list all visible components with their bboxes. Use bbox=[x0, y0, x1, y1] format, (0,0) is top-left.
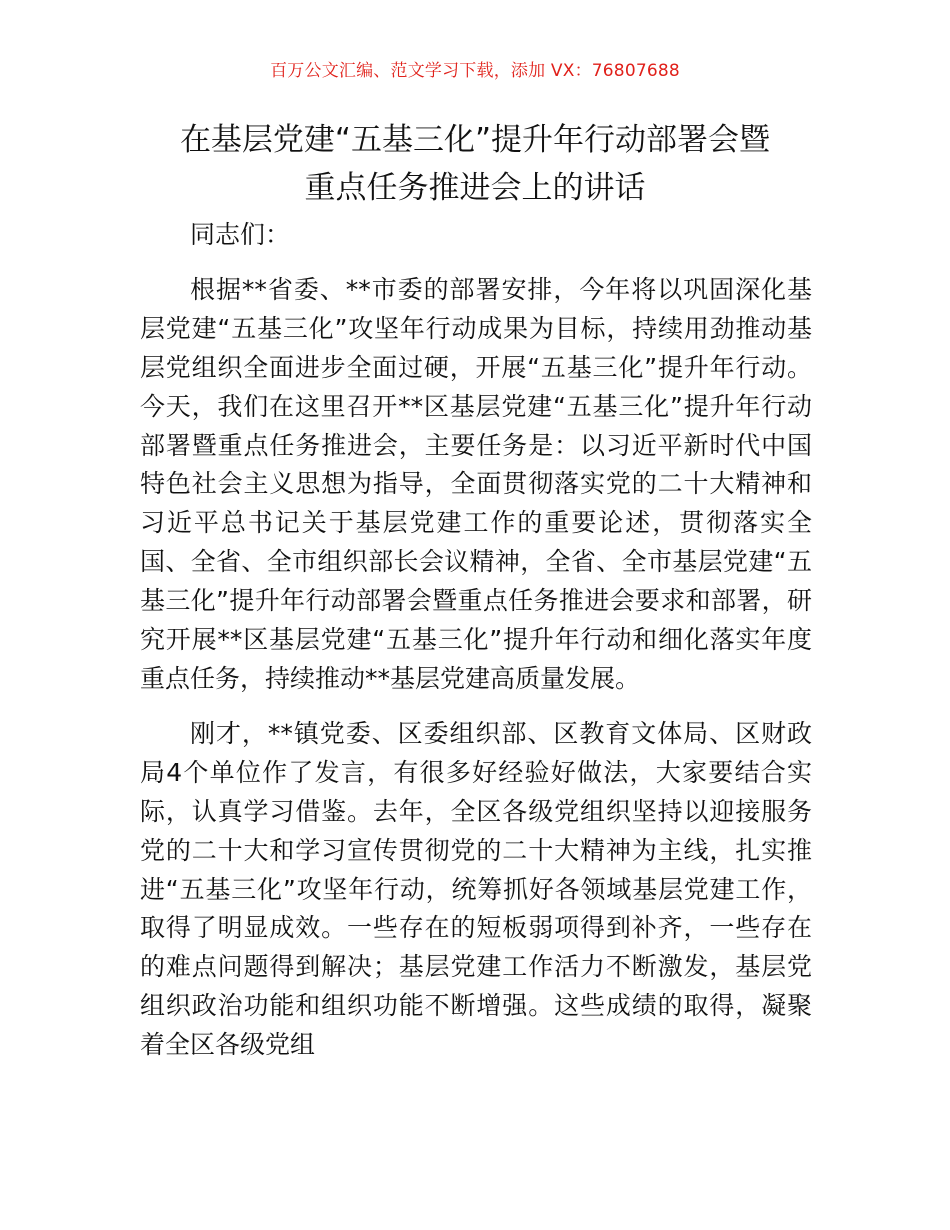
watermark-header: 百万公文汇编、范文学习下载，添加 VX：76807688 bbox=[270, 61, 680, 81]
document-title bbox=[60, 116, 890, 212]
greeting: 同志们： bbox=[190, 220, 291, 249]
paragraph-1: 根据**省委、**市委的部署安排，今年将以巩固深化基层党建“五基三化”攻坚年行动成果为目标，持续用劲推动基层党组织全面进步全面过硬，开展“五基三化”提升年行动。今天，我们在这里召开**区基层党建“五基三化”提升年行动部署暨重点任务推进会，主要任务是：以习近平新时代中国特色社会主义思想为指导，全面贯彻落实党的二十大精神和习近平总书记关于基层党建工作的重要论述，贯彻落实全国、全省、全市组织部长会议精神，全省、全市基层党建“五基三化”提升年行动部署会暨重点任务推进会要求和部署，研究开展**区基层党建“五基三化”提升年行动和细化落实年度重点任务，持续推动**基层党建高质量发展。 bbox=[140, 274, 812, 693]
document-body bbox=[140, 216, 812, 1081]
paragraph-2: 刚才，**镇党委、区委组织部、区教育文体局、区财政局4个单位作了发言，有很多好经验好做法，大家要结合实际，认真学习借鉴。去年，全区各级党组织坚持以迎接服务党的二十大和学习宣传贯彻党的二十大精神为主线，扎实推进“五基三化”攻坚年行动，统筹抓好各领域基层党建工作，取得了明显成效。一些存在的短板弱项得到补齐，一些存在的难点问题得到解决；基层党建工作活力不断激发，基层党组织政治功能和组织功能不断增强。这些成绩的取得，凝聚着全区各级党组 bbox=[140, 718, 812, 1060]
title-line-2: 重点任务推进会上的讲话 bbox=[304, 170, 646, 206]
title-line-1: 在基层党建“五基三化”提升年行动部署会暨 bbox=[179, 122, 771, 158]
